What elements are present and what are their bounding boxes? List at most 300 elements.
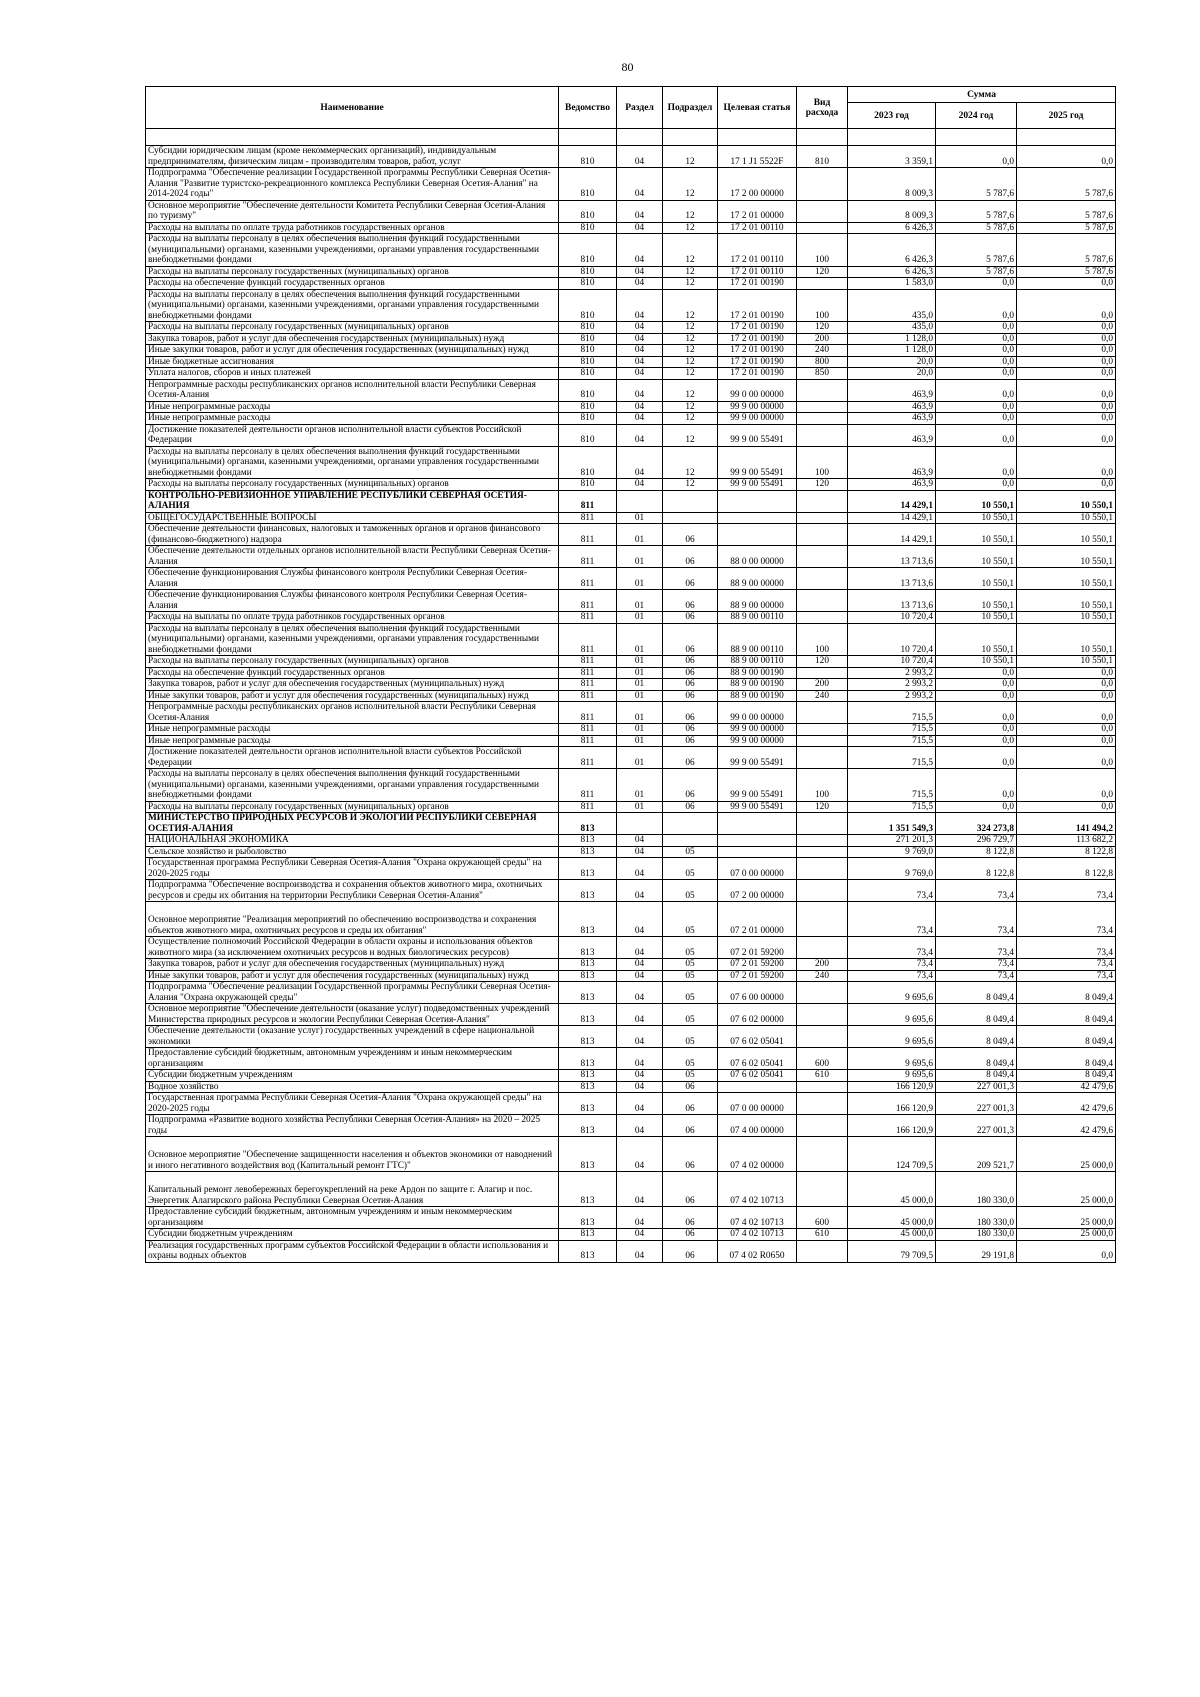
table-row	[146, 278, 1116, 290]
row-razdel: 04	[617, 1229, 663, 1241]
row-vid-raskhoda	[797, 546, 848, 568]
row-sum-2023: 2 993,2	[848, 690, 936, 702]
row-podrazdel: 06	[663, 656, 718, 668]
row-podrazdel: 05	[663, 858, 718, 880]
row-podrazdel: 05	[663, 1004, 718, 1026]
row-podrazdel: 06	[663, 546, 718, 568]
row-sum-2025: 0,0	[1017, 769, 1116, 802]
row-sum-2025: 5 787,6	[1017, 234, 1116, 267]
row-podrazdel: 12	[663, 345, 718, 357]
row-tselevaya-statya: 07 6 02 00000	[718, 1004, 797, 1026]
row-vedomstvo: 810	[559, 322, 617, 334]
row-name: Расходы на выплаты по оплате труда работников государственных органов	[146, 222, 559, 234]
row-razdel: 04	[617, 368, 663, 380]
row-tselevaya-statya: 17 2 01 00000	[718, 200, 797, 222]
row-vedomstvo: 811	[559, 490, 617, 512]
row-vedomstvo: 810	[559, 289, 617, 322]
row-vedomstvo: 813	[559, 1137, 617, 1172]
row-sum-2023: 73,4	[848, 970, 936, 982]
row-vid-raskhoda	[797, 379, 848, 401]
row-sum-2024: 8 049,4	[936, 1048, 1017, 1070]
row-podrazdel: 06	[663, 1207, 718, 1229]
row-tselevaya-statya	[718, 524, 797, 546]
row-podrazdel: 06	[663, 1137, 718, 1172]
row-sum-2025: 0,0	[1017, 446, 1116, 479]
row-sum-2024: 227 001,3	[936, 1081, 1017, 1093]
row-vedomstvo: 813	[559, 1070, 617, 1082]
row-tselevaya-statya: 17 1 J1 5522F	[718, 146, 797, 168]
table-row	[146, 333, 1116, 345]
page-number: 80	[621, 60, 634, 74]
table-row	[146, 813, 1116, 835]
row-sum-2025: 0,0	[1017, 801, 1116, 813]
row-razdel: 01	[617, 568, 663, 590]
row-tselevaya-statya: 17 2 01 00190	[718, 368, 797, 380]
row-name: Предоставление субсидий бюджетным, автономным учреждениям и иным некоммерческим организациям	[146, 1048, 559, 1070]
row-sum-2024: 0,0	[936, 724, 1017, 736]
row-tselevaya-statya: 99 9 00 00000	[718, 413, 797, 425]
row-sum-2025: 73,4	[1017, 902, 1116, 937]
row-razdel: 04	[617, 1004, 663, 1026]
spacer-row	[146, 129, 1116, 146]
row-podrazdel: 06	[663, 568, 718, 590]
row-name: НАЦИОНАЛЬНАЯ ЭКОНОМИКА	[146, 835, 559, 847]
row-sum-2024: 10 550,1	[936, 568, 1017, 590]
row-sum-2025: 10 550,1	[1017, 612, 1116, 624]
row-razdel: 04	[617, 1026, 663, 1048]
row-razdel: 01	[617, 524, 663, 546]
row-name: Основное мероприятие "Обеспечение деятельности (оказание услуг) подведомственных учреждений Министерства природных ресурсов и экологии Республики Северная Осетия-Алания"	[146, 1004, 559, 1026]
row-tselevaya-statya: 88 9 00 00000	[718, 568, 797, 590]
row-vedomstvo: 811	[559, 524, 617, 546]
row-name: Обеспечение функционирования Службы финансового контроля Республики Северная Осетия-Алания	[146, 568, 559, 590]
row-podrazdel: 05	[663, 902, 718, 937]
row-vedomstvo: 810	[559, 333, 617, 345]
row-sum-2023: 10 720,4	[848, 612, 936, 624]
row-name: Расходы на выплаты персоналу государственных (муниципальных) органов	[146, 656, 559, 668]
row-name: Реализация государственных программ субъектов Российской Федерации в области использования и охраны водных объектов	[146, 1240, 559, 1262]
row-sum-2023: 73,4	[848, 902, 936, 937]
row-vedomstvo: 811	[559, 702, 617, 724]
row-tselevaya-statya: 99 9 00 00000	[718, 735, 797, 747]
row-sum-2023: 2 993,2	[848, 679, 936, 691]
row-sum-2025: 5 787,6	[1017, 200, 1116, 222]
row-vedomstvo: 810	[559, 168, 617, 201]
row-sum-2023: 73,4	[848, 959, 936, 971]
row-vedomstvo: 811	[559, 656, 617, 668]
row-name: Расходы на выплаты персоналу государственных (муниципальных) органов	[146, 266, 559, 278]
row-razdel: 04	[617, 1172, 663, 1207]
row-razdel: 04	[617, 413, 663, 425]
row-name: Обеспечение деятельности (оказание услуг) государственных учреждений в сфере национальной экономики	[146, 1026, 559, 1048]
table-row	[146, 679, 1116, 691]
row-vid-raskhoda	[797, 1093, 848, 1115]
header-summa: Сумма	[848, 87, 1116, 103]
row-sum-2024: 5 787,6	[936, 234, 1017, 267]
row-razdel	[617, 490, 663, 512]
row-sum-2025: 0,0	[1017, 702, 1116, 724]
row-sum-2025: 8 122,8	[1017, 858, 1116, 880]
row-sum-2024: 0,0	[936, 702, 1017, 724]
budget-table	[145, 86, 1116, 1263]
table-row	[146, 266, 1116, 278]
row-vedomstvo: 811	[559, 667, 617, 679]
row-tselevaya-statya: 07 2 01 00000	[718, 902, 797, 937]
row-razdel: 01	[617, 623, 663, 656]
row-sum-2024: 0,0	[936, 345, 1017, 357]
row-sum-2024: 8 049,4	[936, 1026, 1017, 1048]
row-sum-2024: 0,0	[936, 479, 1017, 491]
table-row	[146, 234, 1116, 267]
row-sum-2024: 0,0	[936, 690, 1017, 702]
table-row	[146, 146, 1116, 168]
table-row	[146, 424, 1116, 446]
row-sum-2025: 0,0	[1017, 322, 1116, 334]
row-sum-2025: 8 122,8	[1017, 846, 1116, 858]
row-name: Достижение показателей деятельности органов исполнительной власти субъектов Российской Федерации	[146, 424, 559, 446]
row-razdel: 04	[617, 200, 663, 222]
row-vid-raskhoda	[797, 835, 848, 847]
row-sum-2023: 463,9	[848, 413, 936, 425]
row-vid-raskhoda: 100	[797, 289, 848, 322]
row-razdel: 04	[617, 446, 663, 479]
row-razdel: 04	[617, 937, 663, 959]
row-razdel: 04	[617, 146, 663, 168]
row-podrazdel: 12	[663, 333, 718, 345]
row-name: Непрограммные расходы республиканских органов исполнительной власти Республики Северная Осетия-Алания	[146, 379, 559, 401]
row-razdel: 01	[617, 801, 663, 813]
row-podrazdel: 06	[663, 524, 718, 546]
row-vedomstvo: 813	[559, 937, 617, 959]
row-tselevaya-statya: 07 4 02 10713	[718, 1207, 797, 1229]
row-sum-2023: 463,9	[848, 479, 936, 491]
header-razdel: Раздел	[617, 87, 663, 129]
row-name: Расходы на выплаты по оплате труда работников государственных органов	[146, 612, 559, 624]
row-tselevaya-statya: 07 4 02 10713	[718, 1229, 797, 1241]
row-razdel: 01	[617, 512, 663, 524]
row-vid-raskhoda	[797, 667, 848, 679]
row-sum-2023: 45 000,0	[848, 1229, 936, 1241]
row-vid-raskhoda	[797, 846, 848, 858]
row-sum-2024: 0,0	[936, 747, 1017, 769]
row-sum-2025: 73,4	[1017, 937, 1116, 959]
row-tselevaya-statya	[718, 813, 797, 835]
header-podrazdel: Подраздел	[663, 87, 718, 129]
row-sum-2023: 14 429,1	[848, 490, 936, 512]
row-razdel: 04	[617, 1070, 663, 1082]
row-sum-2025: 73,4	[1017, 959, 1116, 971]
row-podrazdel: 12	[663, 222, 718, 234]
row-razdel: 01	[617, 724, 663, 736]
row-podrazdel: 12	[663, 479, 718, 491]
row-sum-2023: 6 426,3	[848, 266, 936, 278]
row-vedomstvo: 811	[559, 735, 617, 747]
row-sum-2025: 0,0	[1017, 735, 1116, 747]
row-sum-2025: 0,0	[1017, 368, 1116, 380]
row-sum-2025: 141 494,2	[1017, 813, 1116, 835]
row-vid-raskhoda	[797, 747, 848, 769]
row-sum-2024: 73,4	[936, 970, 1017, 982]
row-sum-2023: 14 429,1	[848, 524, 936, 546]
row-podrazdel: 06	[663, 1240, 718, 1262]
row-sum-2023: 9 695,6	[848, 1070, 936, 1082]
row-sum-2024: 324 273,8	[936, 813, 1017, 835]
row-sum-2025: 8 049,4	[1017, 1004, 1116, 1026]
row-sum-2023: 715,5	[848, 724, 936, 736]
row-razdel: 04	[617, 959, 663, 971]
row-vedomstvo: 813	[559, 1115, 617, 1137]
row-vedomstvo: 813	[559, 970, 617, 982]
row-name: Иные непрограммные расходы	[146, 401, 559, 413]
row-sum-2025: 25 000,0	[1017, 1229, 1116, 1241]
row-sum-2024: 0,0	[936, 413, 1017, 425]
row-razdel: 04	[617, 835, 663, 847]
row-vedomstvo: 810	[559, 413, 617, 425]
row-vedomstvo: 811	[559, 568, 617, 590]
row-tselevaya-statya: 07 6 02 05041	[718, 1048, 797, 1070]
row-sum-2024: 8 049,4	[936, 1004, 1017, 1026]
row-vid-raskhoda	[797, 1081, 848, 1093]
row-sum-2023: 13 713,6	[848, 546, 936, 568]
table-row	[146, 490, 1116, 512]
row-sum-2023: 3 359,1	[848, 146, 936, 168]
row-vedomstvo: 813	[559, 982, 617, 1004]
row-podrazdel	[663, 490, 718, 512]
row-name: Обеспечение функционирования Службы финансового контроля Республики Северная Осетия-Алания	[146, 590, 559, 612]
row-sum-2024: 10 550,1	[936, 512, 1017, 524]
row-sum-2023: 13 713,6	[848, 568, 936, 590]
row-vid-raskhoda	[797, 568, 848, 590]
row-razdel: 01	[617, 679, 663, 691]
row-vid-raskhoda: 100	[797, 234, 848, 267]
row-sum-2025: 25 000,0	[1017, 1137, 1116, 1172]
row-sum-2025: 0,0	[1017, 747, 1116, 769]
row-sum-2023: 8 009,3	[848, 168, 936, 201]
row-razdel: 04	[617, 1093, 663, 1115]
row-sum-2025: 0,0	[1017, 146, 1116, 168]
row-vedomstvo: 810	[559, 278, 617, 290]
table-row	[146, 801, 1116, 813]
table-row	[146, 902, 1116, 937]
row-sum-2025: 10 550,1	[1017, 656, 1116, 668]
row-vid-raskhoda: 240	[797, 345, 848, 357]
table-row	[146, 667, 1116, 679]
row-razdel: 04	[617, 345, 663, 357]
row-name: Обеспечение деятельности отдельных органов исполнительной власти Республики Северная Осетия-Алания	[146, 546, 559, 568]
row-vedomstvo: 810	[559, 479, 617, 491]
row-tselevaya-statya: 07 2 01 59200	[718, 937, 797, 959]
row-name: Непрограммные расходы республиканских органов исполнительной власти Республики Северная Осетия-Алания	[146, 702, 559, 724]
table-row	[146, 379, 1116, 401]
row-sum-2023: 9 769,0	[848, 846, 936, 858]
row-sum-2023: 8 009,3	[848, 200, 936, 222]
row-razdel: 04	[617, 289, 663, 322]
row-vedomstvo: 810	[559, 356, 617, 368]
row-vid-raskhoda	[797, 490, 848, 512]
row-sum-2023: 6 426,3	[848, 234, 936, 267]
row-tselevaya-statya: 17 2 01 00190	[718, 289, 797, 322]
row-razdel: 04	[617, 356, 663, 368]
row-sum-2023: 73,4	[848, 937, 936, 959]
row-vedomstvo: 811	[559, 612, 617, 624]
table-row	[146, 846, 1116, 858]
row-sum-2025: 73,4	[1017, 970, 1116, 982]
table-row	[146, 623, 1116, 656]
row-podrazdel: 06	[663, 747, 718, 769]
row-vid-raskhoda: 200	[797, 959, 848, 971]
row-name: Расходы на обеспечение функций государственных органов	[146, 278, 559, 290]
row-sum-2024: 0,0	[936, 368, 1017, 380]
table-row	[146, 1070, 1116, 1082]
row-vedomstvo: 813	[559, 846, 617, 858]
row-vedomstvo: 813	[559, 880, 617, 902]
row-sum-2024: 296 729,7	[936, 835, 1017, 847]
row-sum-2023: 1 351 549,3	[848, 813, 936, 835]
row-sum-2023: 166 120,9	[848, 1093, 936, 1115]
row-sum-2023: 73,4	[848, 880, 936, 902]
row-vid-raskhoda: 600	[797, 1048, 848, 1070]
table-row	[146, 1048, 1116, 1070]
row-vid-raskhoda: 240	[797, 690, 848, 702]
row-podrazdel: 06	[663, 769, 718, 802]
row-podrazdel: 06	[663, 612, 718, 624]
table-row	[146, 612, 1116, 624]
row-vid-raskhoda: 120	[797, 266, 848, 278]
row-name: Капитальный ремонт левобережных берегоукреплений на реке Ардон по защите г. Алагир и пос. Энергетик Алагирского района Республики Северная Осетия-Алания	[146, 1172, 559, 1207]
row-tselevaya-statya: 17 2 01 00190	[718, 322, 797, 334]
row-vid-raskhoda	[797, 702, 848, 724]
row-razdel: 04	[617, 1207, 663, 1229]
row-razdel: 04	[617, 880, 663, 902]
table-row	[146, 546, 1116, 568]
row-razdel: 04	[617, 970, 663, 982]
row-tselevaya-statya: 07 6 02 05041	[718, 1026, 797, 1048]
row-sum-2025: 25 000,0	[1017, 1172, 1116, 1207]
row-sum-2024: 0,0	[936, 679, 1017, 691]
row-sum-2023: 13 713,6	[848, 590, 936, 612]
row-tselevaya-statya: 17 2 00 00000	[718, 168, 797, 201]
row-name: Уплата налогов, сборов и иных платежей	[146, 368, 559, 380]
row-name: Закупка товаров, работ и услуг для обеспечения государственных (муниципальных) нужд	[146, 959, 559, 971]
row-sum-2023: 14 429,1	[848, 512, 936, 524]
row-tselevaya-statya	[718, 1081, 797, 1093]
row-tselevaya-statya: 07 6 00 00000	[718, 982, 797, 1004]
row-razdel: 04	[617, 1240, 663, 1262]
row-sum-2025: 8 049,4	[1017, 1070, 1116, 1082]
row-vid-raskhoda	[797, 937, 848, 959]
row-vid-raskhoda	[797, 524, 848, 546]
row-razdel: 01	[617, 747, 663, 769]
row-sum-2024: 0,0	[936, 801, 1017, 813]
row-sum-2023: 20,0	[848, 356, 936, 368]
row-vedomstvo: 813	[559, 1004, 617, 1026]
row-sum-2025: 0,0	[1017, 413, 1116, 425]
row-razdel: 01	[617, 769, 663, 802]
row-sum-2024: 0,0	[936, 333, 1017, 345]
table-row	[146, 1172, 1116, 1207]
row-sum-2024: 73,4	[936, 902, 1017, 937]
header-vid-raskhoda: Вид расхода	[797, 87, 848, 129]
row-vid-raskhoda	[797, 222, 848, 234]
table-row	[146, 356, 1116, 368]
row-sum-2023: 1 128,0	[848, 345, 936, 357]
row-sum-2023: 9 695,6	[848, 982, 936, 1004]
table-row	[146, 1137, 1116, 1172]
row-sum-2025: 0,0	[1017, 278, 1116, 290]
table-row	[146, 1115, 1116, 1137]
row-podrazdel	[663, 835, 718, 847]
row-name: Осуществление полномочий Российской Федерации в области охраны и использования объектов животного мира (за исключением охотничьих ресурсов и водных биологических ресурсов)	[146, 937, 559, 959]
row-vid-raskhoda: 120	[797, 656, 848, 668]
row-sum-2023: 715,5	[848, 801, 936, 813]
row-podrazdel: 06	[663, 1115, 718, 1137]
row-vedomstvo: 810	[559, 345, 617, 357]
row-sum-2024: 0,0	[936, 401, 1017, 413]
row-podrazdel: 05	[663, 970, 718, 982]
row-sum-2023: 463,9	[848, 446, 936, 479]
row-podrazdel: 12	[663, 322, 718, 334]
row-name: Иные закупки товаров, работ и услуг для обеспечения государственных (муниципальных) нужд	[146, 345, 559, 357]
row-vid-raskhoda	[797, 278, 848, 290]
row-tselevaya-statya: 07 6 02 05041	[718, 1070, 797, 1082]
row-razdel: 04	[617, 846, 663, 858]
row-name: Расходы на выплаты персоналу в целях обеспечения выполнения функций государственными (муниципальными) органами, казенными учреждениями, органами управления государственными внебюджетными фондами	[146, 446, 559, 479]
table-row	[146, 656, 1116, 668]
row-vedomstvo: 813	[559, 959, 617, 971]
row-sum-2024: 180 330,0	[936, 1207, 1017, 1229]
row-vid-raskhoda: 100	[797, 769, 848, 802]
row-vid-raskhoda	[797, 424, 848, 446]
table-row	[146, 1093, 1116, 1115]
row-vid-raskhoda	[797, 612, 848, 624]
row-razdel: 04	[617, 424, 663, 446]
row-sum-2023: 166 120,9	[848, 1081, 936, 1093]
row-podrazdel: 05	[663, 1070, 718, 1082]
table-row	[146, 1229, 1116, 1241]
row-sum-2024: 10 550,1	[936, 623, 1017, 656]
row-sum-2024: 0,0	[936, 289, 1017, 322]
row-vid-raskhoda	[797, 902, 848, 937]
row-sum-2024: 5 787,6	[936, 168, 1017, 201]
row-sum-2023: 435,0	[848, 289, 936, 322]
row-podrazdel	[663, 512, 718, 524]
row-sum-2023: 715,5	[848, 747, 936, 769]
row-name: ОБЩЕГОСУДАРСТВЕННЫЕ ВОПРОСЫ	[146, 512, 559, 524]
row-podrazdel: 12	[663, 424, 718, 446]
row-sum-2024: 73,4	[936, 880, 1017, 902]
row-sum-2023: 463,9	[848, 401, 936, 413]
row-name: Водное хозяйство	[146, 1081, 559, 1093]
row-tselevaya-statya: 07 0 00 00000	[718, 858, 797, 880]
row-razdel: 04	[617, 982, 663, 1004]
table-row	[146, 222, 1116, 234]
table-row	[146, 835, 1116, 847]
row-name: Сельское хозяйство и рыболовство	[146, 846, 559, 858]
row-sum-2024: 0,0	[936, 322, 1017, 334]
row-name: Расходы на обеспечение функций государственных органов	[146, 667, 559, 679]
row-tselevaya-statya: 07 4 02 10713	[718, 1172, 797, 1207]
row-podrazdel: 12	[663, 446, 718, 479]
row-sum-2025: 10 550,1	[1017, 623, 1116, 656]
row-name: МИНИСТЕРСТВО ПРИРОДНЫХ РЕСУРСОВ И ЭКОЛОГИИ РЕСПУБЛИКИ СЕВЕРНАЯ ОСЕТИЯ-АЛАНИЯ	[146, 813, 559, 835]
row-vid-raskhoda	[797, 1172, 848, 1207]
row-tselevaya-statya: 07 0 00 00000	[718, 1093, 797, 1115]
row-tselevaya-statya: 88 9 00 00000	[718, 590, 797, 612]
row-vedomstvo: 811	[559, 623, 617, 656]
row-vedomstvo: 813	[559, 1172, 617, 1207]
row-podrazdel: 06	[663, 690, 718, 702]
row-razdel: 04	[617, 479, 663, 491]
